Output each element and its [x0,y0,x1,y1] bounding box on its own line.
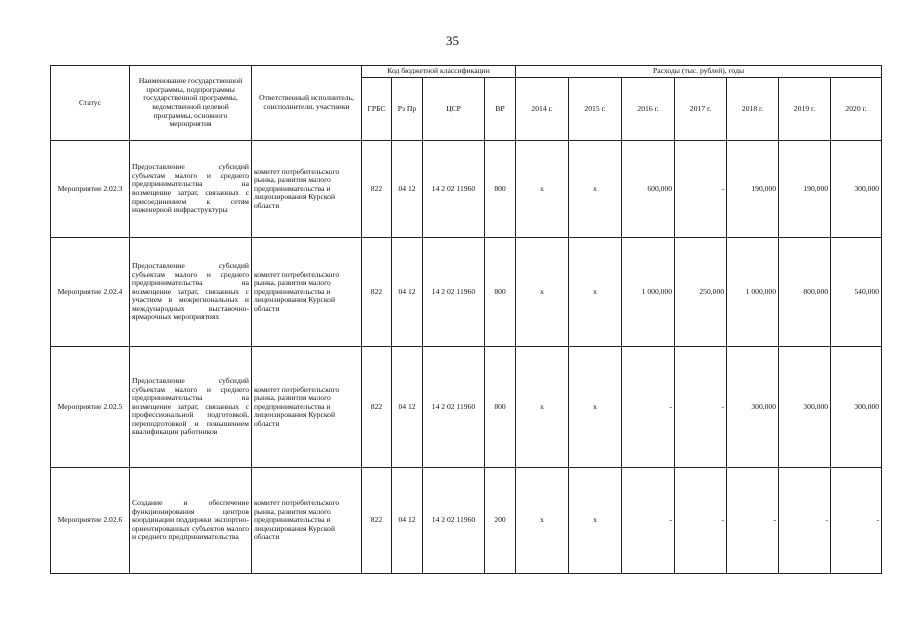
row-value-2015: х [569,347,622,468]
row-value-2015: х [569,141,622,238]
row-value-2017: 250,000 [675,238,727,347]
row-value-2016: - [622,468,675,574]
row-csr: 14 2 02 11960 [423,238,485,347]
table-row [51,141,882,238]
row-vr: 800 [485,141,516,238]
row-value-2017: - [675,347,727,468]
header-budget-code-group: Код бюджетной классификации [362,66,516,78]
row-value-2018: - [727,468,779,574]
row-responsible: комитет потребительского рынка, развития малого предпринимательства и лицензирования Курской области [252,141,362,238]
row-rzpr: 04 12 [392,141,423,238]
row-name: Предоставление субсидий субъектам малого и среднего предпринимательства на возмещение затрат, связанных с присоединением к сетям инженерной инфраструктуры [130,141,252,238]
row-value-2016: - [622,347,675,468]
table-row [51,238,882,347]
row-value-2018: 190,000 [727,141,779,238]
header-expenses-group: Расходы (тыс. рублей), годы [516,66,882,78]
row-vr: 800 [485,347,516,468]
header-year-2018: 2018 г. [727,78,779,141]
row-value-2016: 1 000,000 [622,238,675,347]
row-status: Мероприятие 2.02.4 [51,238,130,347]
row-responsible: комитет потребительского рынка, развития малого предпринимательства и лицензирования Курской области [252,468,362,574]
row-responsible: комитет потребительского рынка, развития малого предпринимательства и лицензирования Курской области [252,347,362,468]
row-rzpr: 04 12 [392,347,423,468]
row-value-2018: 1 000,000 [727,238,779,347]
row-csr: 14 2 02 11960 [423,347,485,468]
header-responsible: Ответственный исполнитель, соисполнители, участники [252,66,362,141]
row-name: Создание и обеспечение функционирования центров координации поддержки экспортно-ориентированных субъектов малого и среднего предпринимательства [130,468,252,574]
row-rzpr: 04 12 [392,468,423,574]
row-value-2019: 190,000 [779,141,831,238]
row-status: Мероприятие 2.02.6 [51,468,130,574]
header-vr: ВР [485,78,516,141]
header-year-2020: 2020 г. [831,78,882,141]
row-value-2015: х [569,468,622,574]
row-name: Предоставление субсидий субъектам малого и среднего предпринимательства на возмещение затрат, связанных с профессиональной подготовкой, переподготовкой и повышением квалификации работников [130,347,252,468]
row-value-2014: х [516,238,569,347]
header-rzpr: Рз Пр [392,78,423,141]
header-csr: ЦСР [423,78,485,141]
row-value-2019: 300,000 [779,347,831,468]
row-value-2020: 300,000 [831,141,882,238]
header-name: Наименование государственной программы, подпрограммы государственной программы, ведомственной целевой программы, основного мероприятия [130,66,252,141]
row-grbs: 822 [362,468,392,574]
row-value-2018: 300,000 [727,347,779,468]
header-year-2016: 2016 г. [622,78,675,141]
row-value-2017: - [675,141,727,238]
row-value-2020: 300,000 [831,347,882,468]
row-name: Предоставление субсидий субъектам малого и среднего предпринимательства на возмещение затрат, связанных с участием в межрегиональных и международных выставочно-ярмарочных мероприятиях [130,238,252,347]
row-csr: 14 2 02 11960 [423,468,485,574]
row-value-2016: 600,000 [622,141,675,238]
page-number: 35 [446,33,459,48]
row-value-2014: х [516,347,569,468]
header-year-2015: 2015 г. [569,78,622,141]
row-value-2014: х [516,141,569,238]
header-grbs: ГРБС [362,78,392,141]
header-year-2017: 2017 г. [675,78,727,141]
row-rzpr: 04 12 [392,238,423,347]
row-value-2020: 540,000 [831,238,882,347]
header-year-2019: 2019 г. [779,78,831,141]
row-value-2019: - [779,468,831,574]
row-grbs: 822 [362,238,392,347]
row-vr: 800 [485,238,516,347]
row-value-2014: х [516,468,569,574]
row-value-2020: - [831,468,882,574]
budget-table [50,65,882,574]
row-status: Мероприятие 2.02.3 [51,141,130,238]
table-row [51,347,882,468]
header-status: Статус [51,66,130,141]
header-year-2014: 2014 г. [516,78,569,141]
row-grbs: 822 [362,347,392,468]
row-value-2015: х [569,238,622,347]
row-value-2019: 800,000 [779,238,831,347]
row-csr: 14 2 02 11960 [423,141,485,238]
row-vr: 200 [485,468,516,574]
row-grbs: 822 [362,141,392,238]
row-responsible: комитет потребительского рынка, развития малого предпринимательства и лицензирования Курской области [252,238,362,347]
row-status: Мероприятие 2.02.5 [51,347,130,468]
table-row [51,468,882,574]
row-value-2017: - [675,468,727,574]
